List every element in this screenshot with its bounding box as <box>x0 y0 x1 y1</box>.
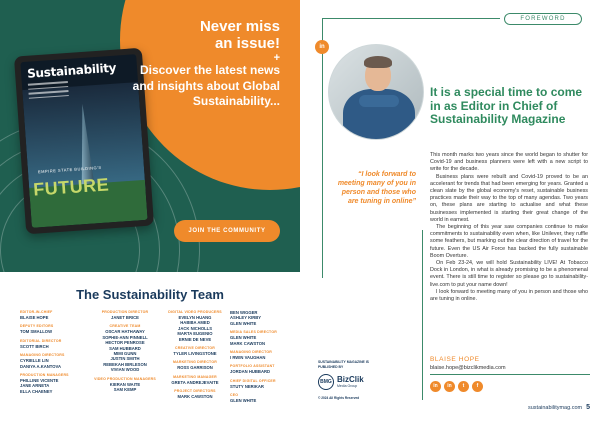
bmg-logo: BMG <box>318 374 334 390</box>
social-links <box>430 381 483 392</box>
magazine-cover <box>20 54 147 228</box>
twitter-icon[interactable]: t <box>458 381 469 392</box>
vertical-rule <box>422 230 423 400</box>
linkedin-icon[interactable]: in <box>444 381 455 392</box>
article-body <box>430 152 588 303</box>
author-rule <box>430 374 590 375</box>
publisher-logo: BMG BizClik Media Group <box>318 374 364 390</box>
author-email[interactable]: blaise.hope@bizclikmedia.com <box>430 365 506 371</box>
paragraph: This month marks two years since the world began to shutter for Covid-19 and business planners were left with a new script to write for the decade. <box>430 152 588 173</box>
plus-sign: + <box>273 52 280 64</box>
publisher-credit: SUSTAINABILITY MAGAZINE IS PUBLISHED BY <box>318 360 369 369</box>
promo-subline: Discover the latest news and insights about Global Sustainability... <box>132 63 280 108</box>
team-column: BEN WIGGER ASHLEY KIRBY GLEN WHITE MEDIA SALES DIRECTOR GLEN WHITE MARK CAWSTON MANAGING DIRECTOR I RWIN VAUGHAN PORTFOLIO ASSISTANT JORDAN HUBBARD CHIEF DIGITAL OFFICER STUTY NERIKAR CEO GLEN WHITE <box>230 310 277 404</box>
vertical-rule <box>322 18 323 278</box>
article-heading: It is a special time to come in as Editor in Chief of Sustainability Magazine <box>430 85 583 126</box>
section-tag: FOREWORD <box>504 13 582 25</box>
linkedin-icon[interactable]: in <box>315 40 329 54</box>
team-column: DIGITAL VIDEO PRODUCERS EVELYN HUANG HABIBA AMED JACK NICHOLLS MARTA EUGENIO ERNIE DE NEVE CREATIVE DIRECTOR TYLER LIVINGSTONE MARKETING DIRECTOR ROSS GARRISON MARKETING MANAGER GRETA ANDREJEVAITE PROJECT DIRECTORS MARK CAWSTON <box>168 310 222 400</box>
paragraph: On Feb 23-24, we will hold Sustainability LIVE! At Tobacco Dock in London, in what is already promising to be a phenomenal event. There is still time to register so please go to sustainability-live.com to put your name down! <box>430 260 588 288</box>
header-rule <box>322 18 500 19</box>
promo-headline: Never miss an issue! <box>199 18 280 52</box>
team-title: The Sustainability Team <box>76 287 224 302</box>
join-community-button[interactable]: JOIN THE COMMUNITY <box>174 220 280 242</box>
paragraph: I look forward to meeting many of you in person and those who are tuning in online. <box>430 288 588 303</box>
author-name: BLAISE HOPE <box>430 356 480 363</box>
pull-quote: “I look forward to meeting many of you in person and those who are tuning in online” <box>337 171 416 205</box>
magazine-title: Sustainability <box>26 60 117 81</box>
editor-portrait <box>328 44 424 140</box>
paragraph: The beginning of this year saw companies continue to make commitments to sustainability even when, like Unilever, they ruffle some feathers, but marking out the clear direction of travel for the future. Even the US Air Force has backed the fully sustainable Boom Overture. <box>430 224 588 259</box>
linkedin-icon[interactable]: in <box>430 381 441 392</box>
team-column: PRODUCTION DIRECTOR JANET BRICE CREATIVE TEAM OSCAR HATHAWAY SOPHIE-ANN PINNELL HECTOR PENROSE SAM HUBBARD MIMI GUNN JUSTIN SMITH REBEKAH BIRLESON VIVIAN WOOD VIDEO PRODUCTION MANAGERS KIERAN WAITE SAM KEMP <box>94 310 156 393</box>
team-column: EDITOR-IN-CHIEF BLAISE HOPE DEPUTY EDITORS TOM SMALLOW EDITORIAL DIRECTOR SCOTT BIRCH MANAGING DIRECTORS CYRIELLE LIN DANIYA A.KANTOVA PRODUCTION MANAGERS PHILLINE VICENTE JANE ARNETA ELLA CHAENEY <box>20 310 69 394</box>
facebook-icon[interactable]: f <box>472 381 483 392</box>
paragraph: Business plans were rebuilt and Covid-19 proved to be an accelerant for trends that had been emerging for years. Granted a clean slate by the global economy's reset, sustainable business practices made their way to the top of many agendas. Two years on, these plans are starting to actualise and what these businesses implemented is starting their great change of the world in earnest. <box>430 173 588 223</box>
page-number: 5 <box>586 404 590 411</box>
footer-site[interactable]: sustainabilitymag.com <box>527 405 583 411</box>
subscribe-promo <box>0 0 300 272</box>
magazine-cover-sub: EMPIRE STATE BUILDING'S <box>37 164 102 175</box>
magazine-cover-word: FUTURE <box>32 174 110 200</box>
copyright: © 2024 All Rights Reserved <box>318 396 360 400</box>
page-footer <box>528 404 590 411</box>
